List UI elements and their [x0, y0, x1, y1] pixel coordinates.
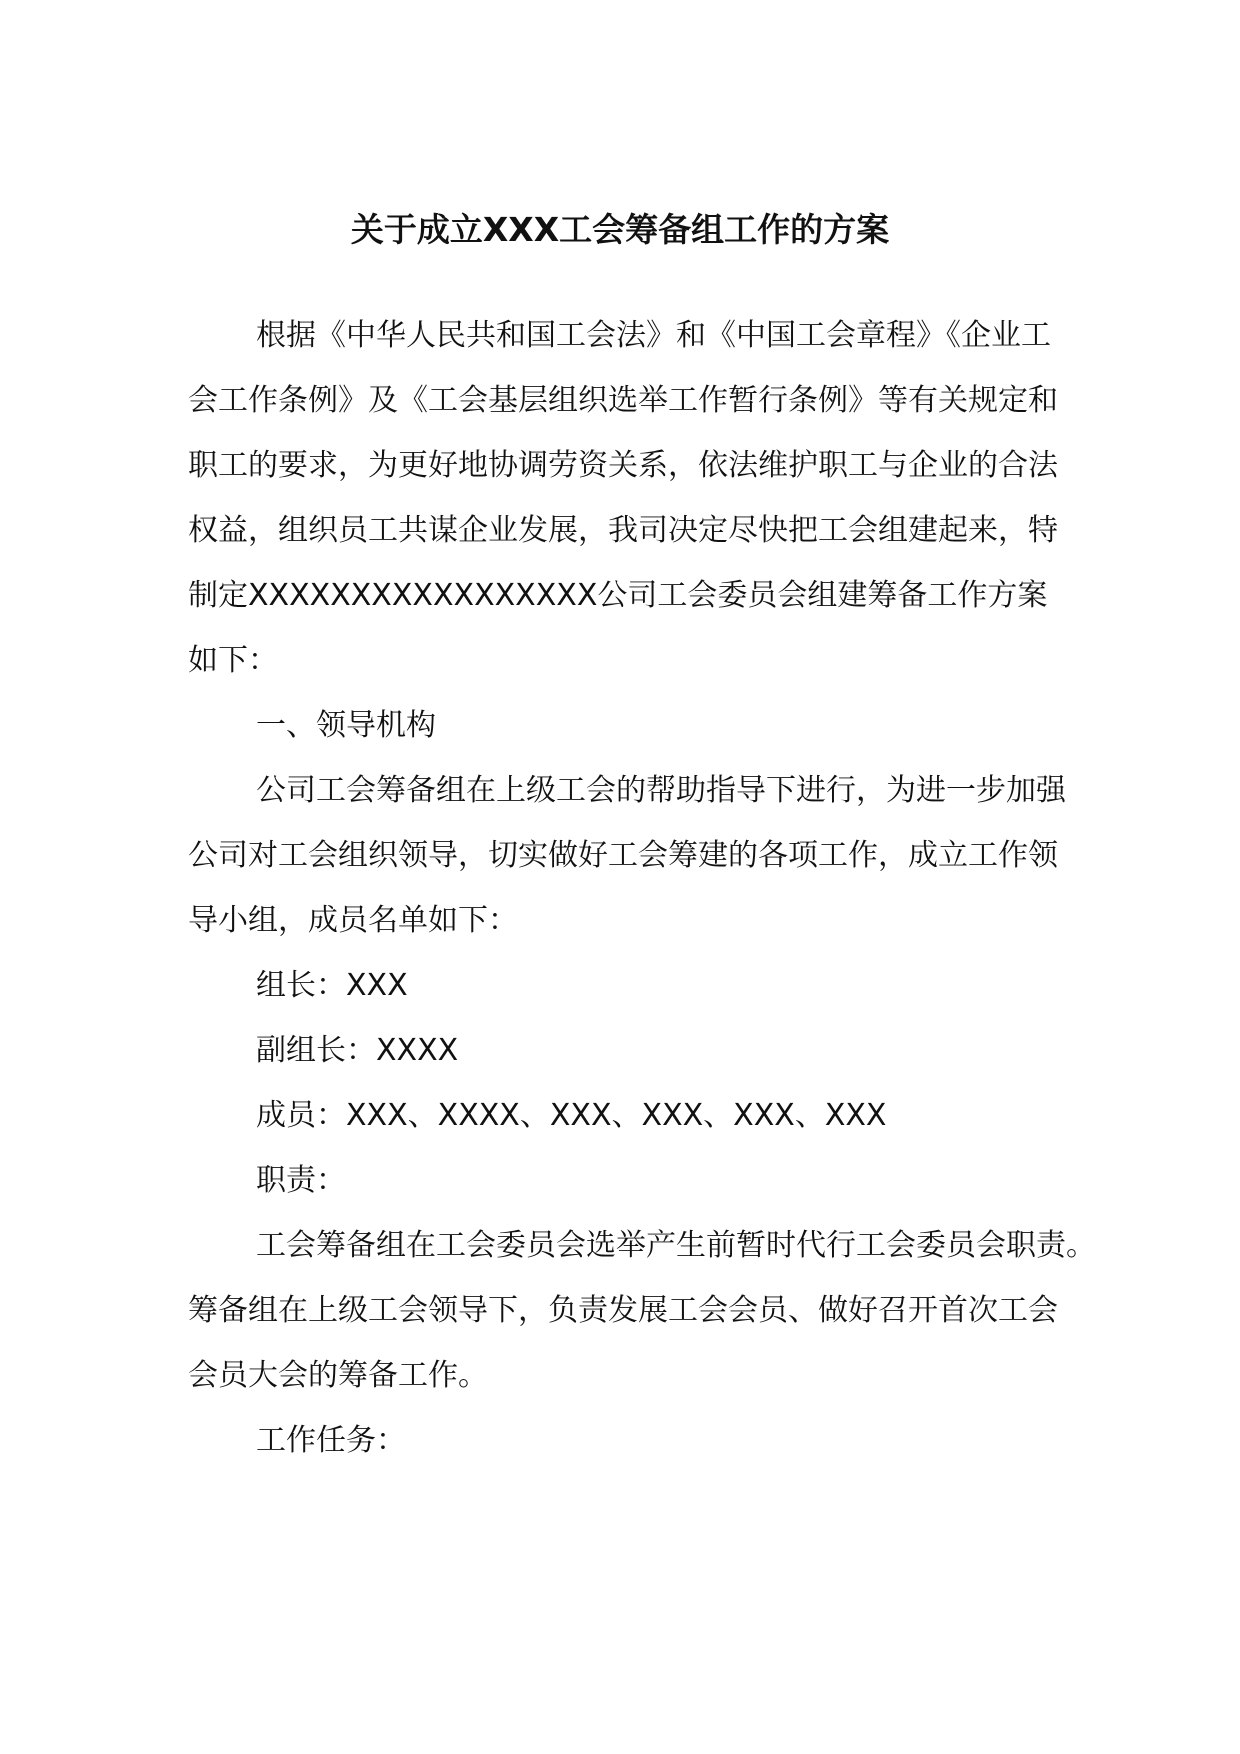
paragraph-line: 公司对工会组织领导，切实做好工会筹建的各项工作，成立工作领: [188, 838, 1058, 873]
paragraph-line: 权益，组织员工共谋企业发展，我司决定尽快把工会组建起来，特: [188, 513, 1058, 548]
paragraph-intro: [188, 303, 1058, 693]
paragraph-line: 如下：: [188, 643, 278, 678]
document-title: 关于成立XXX工会筹备组工作的方案: [350, 210, 890, 249]
paragraph-line: 会工作条例》及《工会基层组织选举工作暂行条例》等有关规定和: [188, 383, 1058, 418]
leader-line: 组长：XXX: [256, 968, 408, 1003]
paragraph-line: 根据《中华人民共和国工会法》和《中国工会章程》《企业工: [256, 318, 1051, 353]
paragraph-line: 导小组，成员名单如下：: [188, 903, 518, 938]
paragraph-duties: [188, 1213, 1096, 1408]
paragraph-line: 制定XXXXXXXXXXXXXXXXX公司工会委员会组建筹备工作方案: [188, 578, 1048, 613]
paragraph-line: 筹备组在上级工会领导下，负责发展工会会员、做好召开首次工会: [188, 1293, 1058, 1328]
members-line: 成员：XXX、XXXX、XXX、XXX、XXX、XXX: [256, 1098, 887, 1133]
paragraph-line: 会员大会的筹备工作。: [188, 1358, 488, 1393]
paragraph-line: 公司工会筹备组在上级工会的帮助指导下进行，为进一步加强: [256, 773, 1066, 808]
paragraph-line: 职工的要求，为更好地协调劳资关系，依法维护职工与企业的合法: [188, 448, 1058, 483]
paragraph-leadership: [188, 758, 1066, 953]
tasks-heading: 工作任务：: [256, 1423, 406, 1458]
paragraph-line: 工会筹备组在工会委员会选举产生前暂时代行工会委员会职责。: [256, 1228, 1096, 1263]
document-body: [188, 303, 1096, 1473]
section-heading-leadership: 一、领导机构: [256, 708, 436, 743]
deputy-leader-line: 副组长：XXXX: [256, 1033, 459, 1068]
duties-heading: 职责：: [256, 1163, 346, 1198]
